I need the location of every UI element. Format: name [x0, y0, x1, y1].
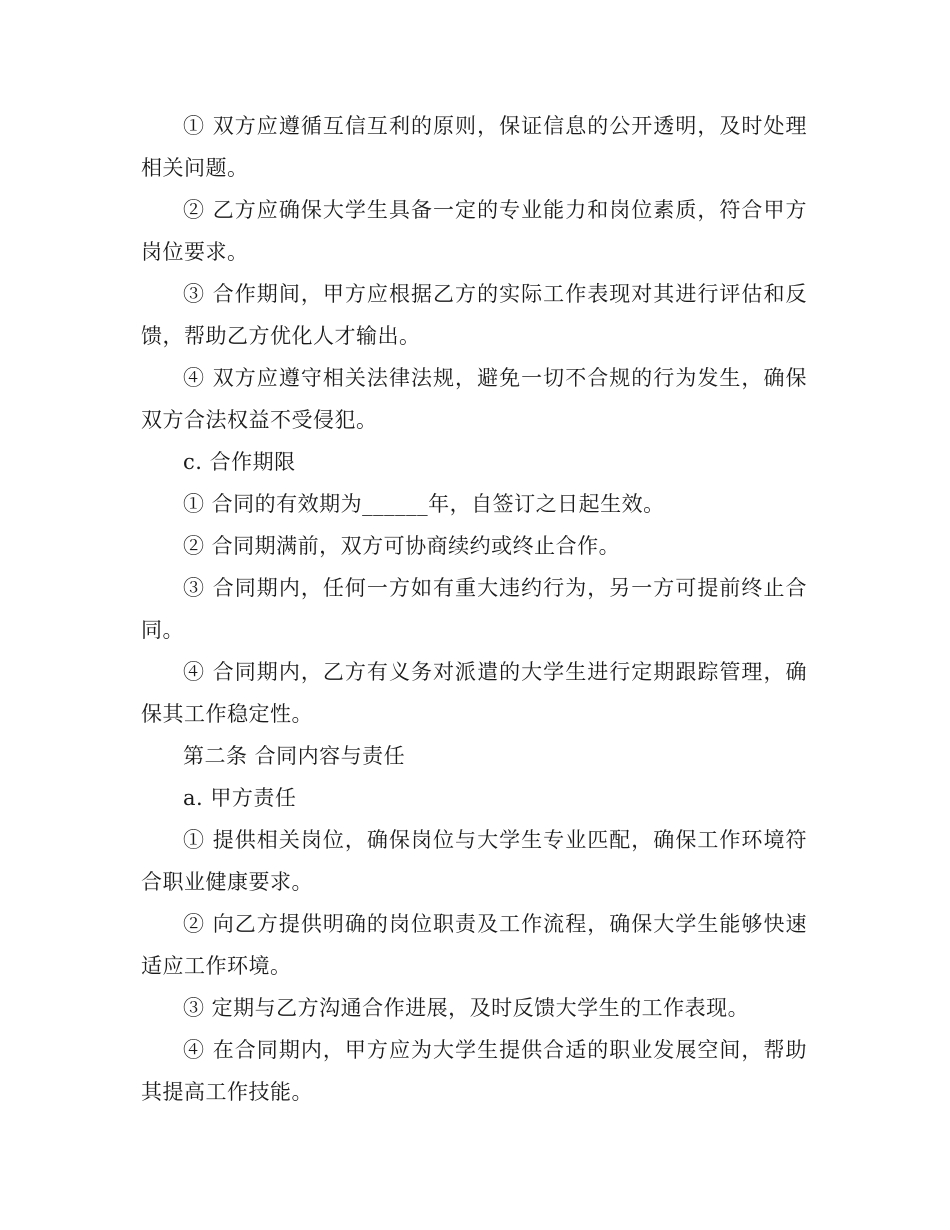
clause-paragraph: ② 合同期满前，双方可协商续约或终止合作。	[183, 534, 621, 558]
section-heading: a. 甲方责任	[183, 786, 297, 810]
document-body	[141, 105, 807, 1113]
section-heading: c. 合作期限	[183, 450, 296, 474]
clause-paragraph: ④ 合同期内，乙方有义务对派遣的大学生进行定期跟踪管理，确保其工作稳定性。	[141, 660, 807, 726]
clause-paragraph: ③ 合作期间，甲方应根据乙方的实际工作表现对其进行评估和反馈，帮助乙方优化人才输出。	[141, 282, 807, 348]
clause-paragraph: ③ 定期与乙方沟通合作进展，及时反馈大学生的工作表现。	[183, 996, 750, 1020]
clause-paragraph: ① 合同的有效期为______年，自签订之日起生效。	[183, 492, 665, 516]
clause-paragraph: ④ 在合同期内，甲方应为大学生提供合适的职业发展空间，帮助其提高工作技能。	[141, 1038, 807, 1104]
clause-paragraph: ① 双方应遵循互信互利的原则，保证信息的公开透明，及时处理相关问题。	[141, 114, 807, 180]
clause-paragraph: ② 向乙方提供明确的岗位职责及工作流程，确保大学生能够快速适应工作环境。	[141, 912, 807, 978]
clause-paragraph: ③ 合同期内，任何一方如有重大违约行为，另一方可提前终止合同。	[141, 576, 807, 642]
clause-paragraph: ① 提供相关岗位，确保岗位与大学生专业匹配，确保工作环境符合职业健康要求。	[141, 828, 807, 894]
article-heading: 第二条 合同内容与责任	[183, 744, 406, 768]
clause-paragraph: ④ 双方应遵守相关法律法规，避免一切不合规的行为发生，确保双方合法权益不受侵犯。	[141, 366, 807, 432]
clause-paragraph: ② 乙方应确保大学生具备一定的专业能力和岗位素质，符合甲方岗位要求。	[141, 198, 807, 264]
